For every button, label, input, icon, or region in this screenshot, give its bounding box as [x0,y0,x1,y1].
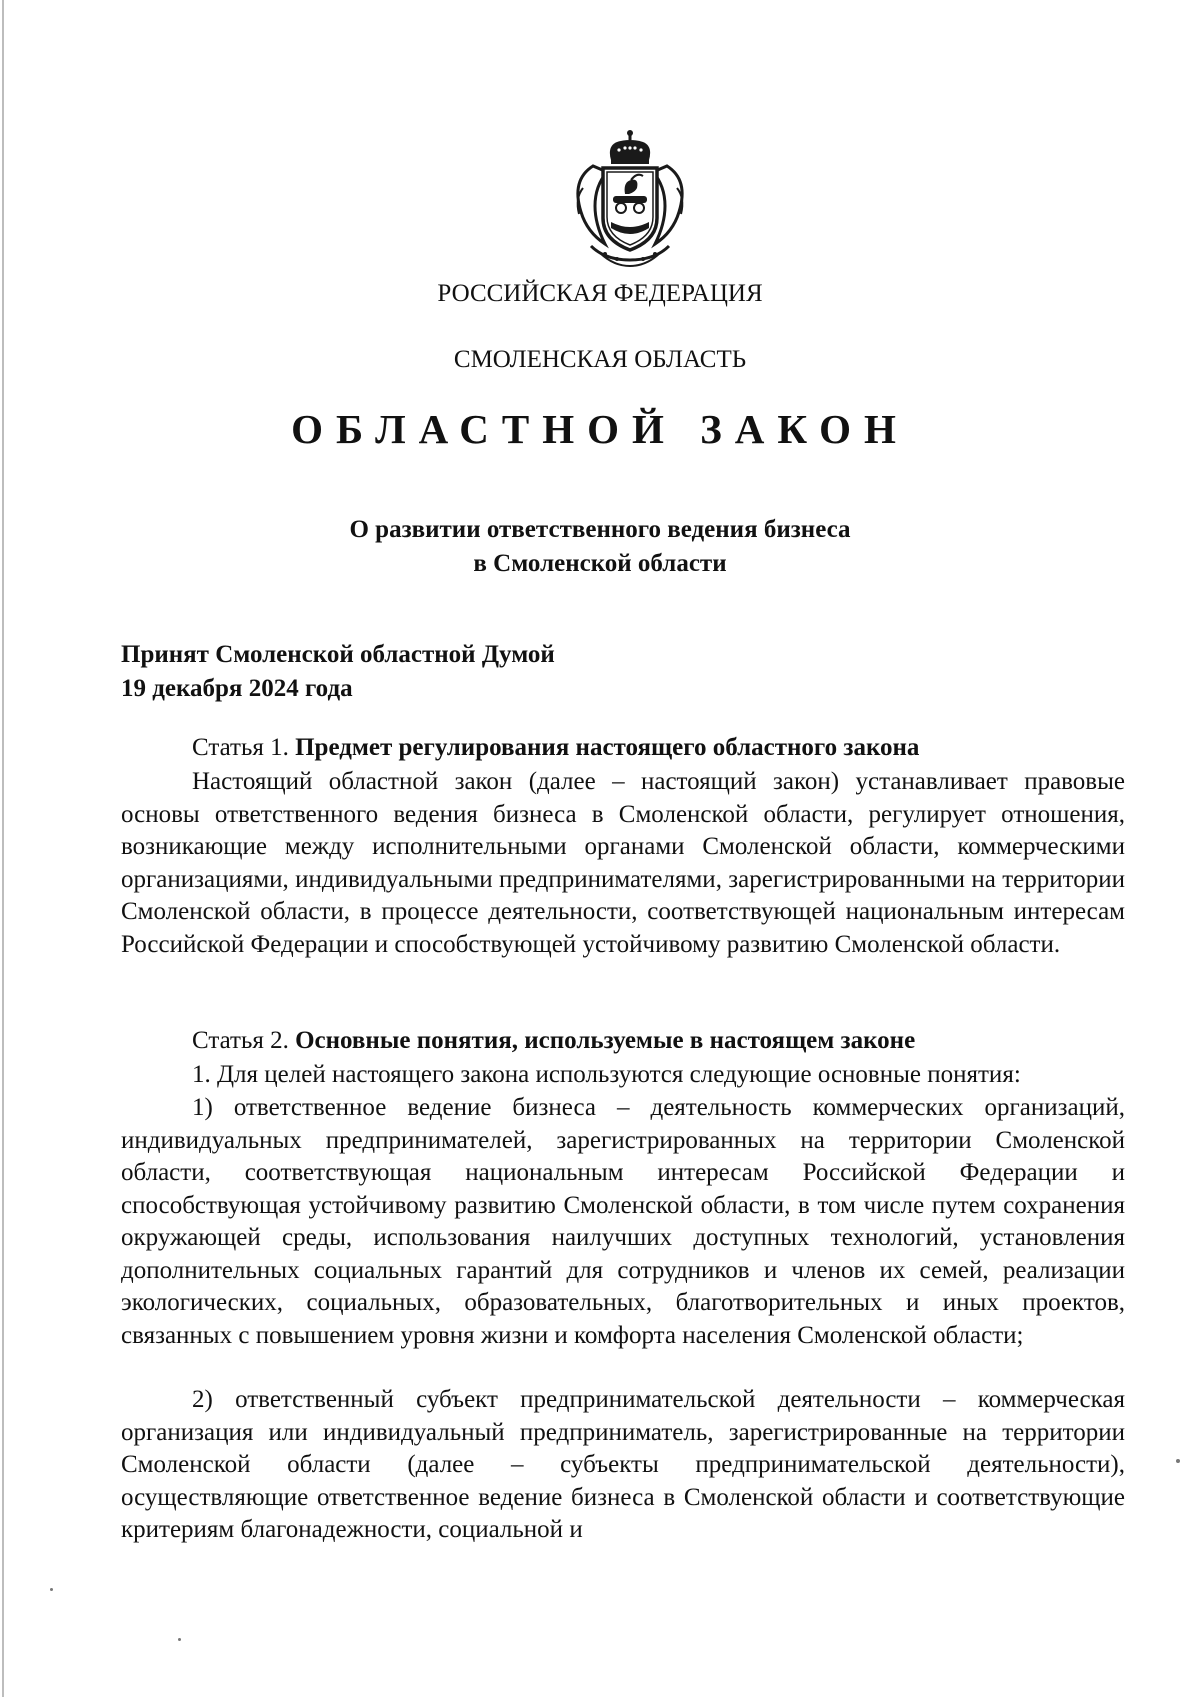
law-title [0,513,1200,581]
page-edge-line [2,0,4,1697]
article-2-number: Статья 2. [192,1027,296,1054]
scan-speck [1176,1459,1180,1463]
scan-speck [50,1588,53,1591]
article-1-title: Предмет регулирования настоящего областного закона [295,734,920,761]
law-title-line-1: О развитии ответственного ведения бизнеса [349,516,851,543]
article-1-text: Настоящий областной закон (далее – настоящий закон) устанавливает правовые основы ответственного ведения бизнеса в Смоленской области, регулирует отношения, возникающие между исполнительными органами Смоленской области, коммерческими организациями, индивидуальными предпринимателями, зарегистрированными на территории Смоленской области, в процессе деятельности, соответствующей национальным интересам Российской Федерации и способствующей устойчивому развитию Смоленской области. [121,768,1125,958]
scan-speck [178,1638,181,1641]
document-type-title: ОБЛАСТНОЙ ЗАКОН [291,406,909,452]
law-title-line-2: в Смоленской области [473,550,727,577]
country-heading: РОССИЙСКАЯ ФЕДЕРАЦИЯ [437,280,763,307]
adoption-body: Принят Смоленской областной Думой [121,641,555,668]
article-2-paragraph-3: 2) ответственный субъект предпринимательской деятельности – коммерческая организация или индивидуальный предприниматель, зарегистрированные на территории Смоленской области (далее – субъекты предпринимательской деятельности), осуществляющие ответственное ведение бизнеса в Смоленской области и соответствующие критериям благонадежности, социальной и [121,1386,1125,1543]
adoption-date: 19 декабря 2024 года [121,675,353,702]
region-heading: СМОЛЕНСКАЯ ОБЛАСТЬ [453,346,747,373]
article-1-number: Статья 1. [192,734,296,761]
article-2-heading [192,1027,915,1055]
article-2-paragraph-2: 1) ответственное ведение бизнеса – деятельность коммерческих организаций, индивидуальных предпринимателей, зарегистрированных на территории Смоленской области, соответствующая национальным интересам Российской Федерации и способствующая устойчивому развитию Смоленской области, в том числе путем сохранения окружающей среды, использования наилучших доступных технологий, установления дополнительных социальных гарантий для сотрудников и членов их семей, реализации экологических, социальных, образовательных, благотворительных и иных проектов, связанных с повышением уровня жизни и комфорта населения Смоленской области; [121,1094,1125,1349]
article-2-paragraph-1: 1. Для целей настоящего закона используются следующие основные понятия: [192,1061,1021,1088]
article-1-heading [192,734,919,762]
article-2-title: Основные понятия, используемые в настоящем законе [295,1027,916,1054]
smolensk-coat-of-arms-icon [565,128,695,268]
adoption-note [121,638,555,706]
